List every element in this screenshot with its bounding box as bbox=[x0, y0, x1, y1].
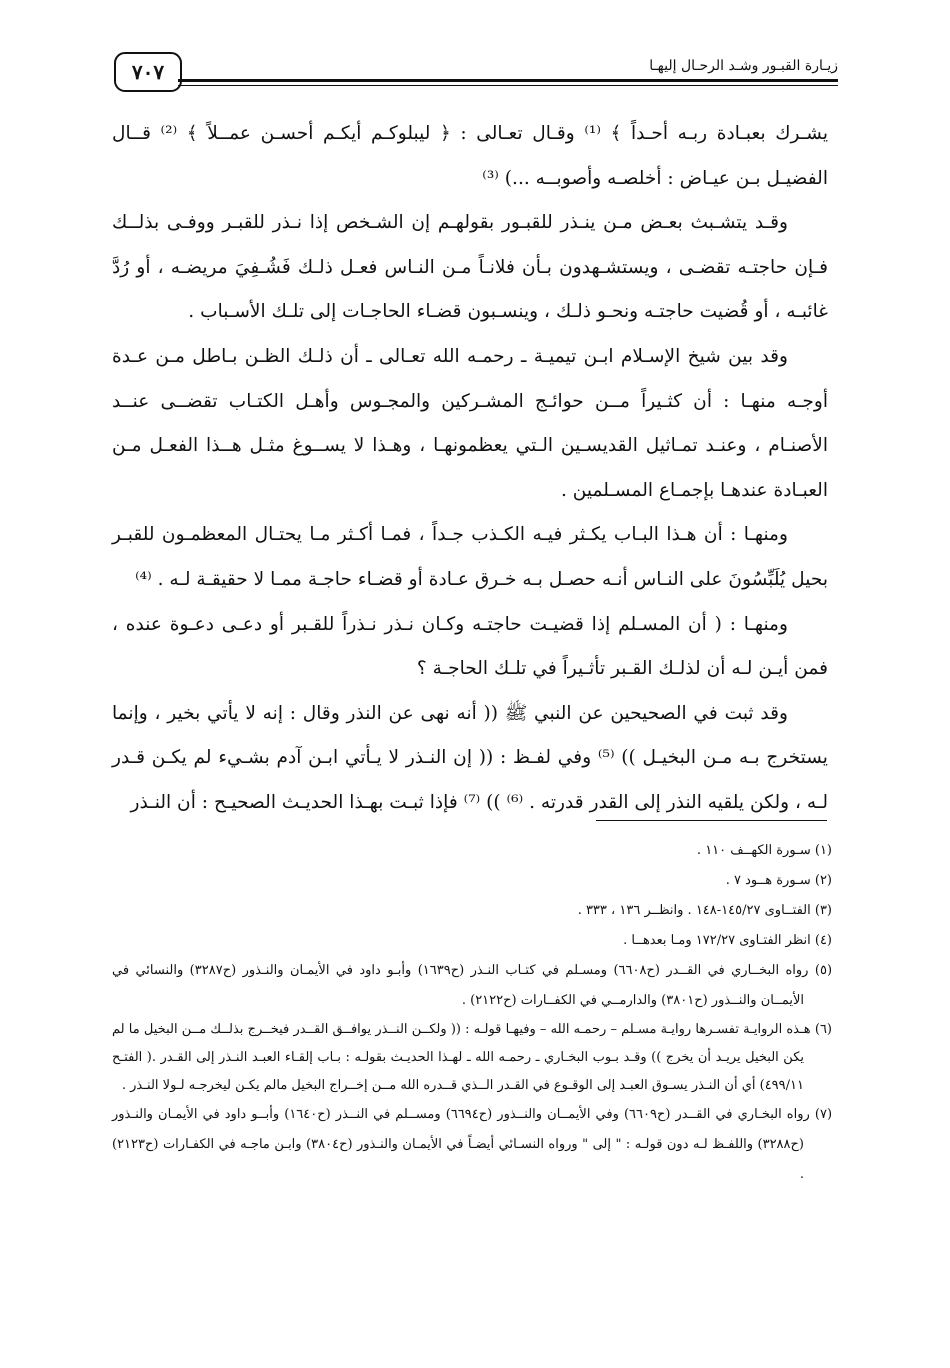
running-header-title: زيـارة القبـور وشـد الرحـال إليهـا bbox=[649, 58, 838, 74]
header-rule-thin bbox=[178, 85, 838, 86]
footnote: (٣) الفتــاوى ١٤٥/٢٧-١٤٨ . وانظــر ١٣٦ ، ٣٣٣ . bbox=[577, 903, 832, 918]
paragraph-continuation: يشـرك بعبـادة ربـه أحـداً ﴾ ⁽¹⁾ وقـال تعـالى : ﴿ ليبلوكـم أيكـم أحسـن عمــلاً ﴾ ⁽²⁾ قــال الفضيـل بـن عيـاض : أخلصـه وأصوبــه ...) ⁽³⁾ bbox=[112, 123, 828, 189]
footnote: (٤) انظر الفتـاوى ١٧٢/٢٧ ومـا بعدهــا . bbox=[623, 933, 832, 948]
page-number: ٧٠٧ bbox=[114, 52, 182, 92]
footnote-separator bbox=[596, 820, 827, 821]
main-text bbox=[112, 112, 828, 826]
header-rule bbox=[178, 79, 838, 82]
footnotes bbox=[112, 836, 832, 1190]
paragraph: وقد بين شيخ الإسـلام ابـن تيميـة ـ رحمـه الله تعـالى ـ أن ذلـك الظـن بـاطل مـن عـدة أوجـه منهـا : أن كثـيراً مــن حوائـج المشـركين والمجـوس وأهـل الكتـاب تقضــى عنــد الأصنـام ، وعنـد تمـاثيل القديسـين الـتي يعظمونهـا ، وهـذا لا يســوغ مثـل هــذا الفعـل مـن العبـادة عندهـا بإجمـاع المسـلمين . bbox=[112, 345, 828, 501]
paragraph: ومنهـا : أن هـذا البـاب يكـثر فيـه الكـذب جـداً ، فمـا أكـثر مـا يحتـال المعظمـون للقبـر بحيل يُلَبِّسُونَ على النـاس أنـه حصـل بـه خـرق عـادة أو قضـاء حاجـة ممـا لا حقيقـة لـه . ⁽⁴⁾ bbox=[112, 524, 828, 590]
footnote: (٧) رواه البخـاري في القــدر (ح٦٦٠٩) وفي الأيمــان والنــذور (ح٦٦٩٤) ومســلم في النــذر (ح١٦٤٠) وأبــو داود في الأيمـان والنـذور (ح٣٢٨٨) واللفـظ لـه دون قولـه : " إلى " ورواه النسـائي أيضـاً في الأيمـان والنـذور (ح٣٨٠٤) وابـن ماجـه في الكفـارات (ح٢١٢٣) . bbox=[112, 1107, 833, 1182]
footnote: (٢) سـورة هــود ٧ . bbox=[725, 873, 832, 888]
footnote: (٥) رواه البخــاري في القــدر (ح٦٦٠٨) ومسـلم في كتـاب النـذر (ح١٦٣٩) وأبـو داود في الأيمـان والنـذور (ح٣٢٨٧) والنسائي في الأيمــان والنــذور (ح٣٨٠١) والدارمــي في الكفــارات (ح٢١٢٢) . bbox=[112, 963, 833, 1008]
paragraph: ومنهـا : ( أن المسـلم إذا قضيـت حاجتـه وكـان نـذر نـذراً للقـبر أو دعـى دعـوة عنده ، فمن أيـن لـه أن لذلـك القـبر تأثـيراً في تلـك الحاجـة ؟ bbox=[112, 613, 828, 680]
footnote: (٦) هـذه الروايـة تفسـرها روايـة مسـلم – رحمـه الله – وفيهـا قولـه : (( ولكــن النــذر يوافــق القــدر فيخــرج بذلــك مــن البخيل ما لم يكن البخيل يريـد أن يخرج )) وقـد بـوب البخـاري ـ رحمـه الله ـ لهـذا الحديـث بقولـه : بـاب إلقـاء العبـد النـذر إلى القـدر .( الفتـح ٤٩٩/١١) أي أن النـذر يسـوق العبـد إلى الوقـوع في القـدر الــذي قــدره الله مــن إخــراج البخيل مالم يكـن ليخرجـه لـولا النـذر . bbox=[112, 1022, 832, 1093]
paragraph: وقد ثبت في الصحيحين عن النبي ﷺ (( أنه نهى عن النذر وقال : إنه لا يأتي بخير ، وإنما يستخرج بـه مـن البخيـل )) ⁽⁵⁾ وفي لفـظ : (( إن النـذر لا يـأتي ابـن آدم بشـيء لم يكـن قـدر لـه ، ولكن يلقيه النذر إلى القدر قدرته . ⁽⁶⁾ )) ⁽⁷⁾ فإذا ثبـت بهـذا الحديـث الصحيـح : أن النـذر bbox=[112, 702, 828, 813]
paragraph: وقـد يتشـبث بعـض مـن ينـذر للقبـور بقولهـم إن الشـخص إذا نـذر للقبـر ووفـى بذلــك فـإن حاجتـه تقضـى ، ويستشـهدون بـأن فلانـاً مـن النـاس فعـل ذلـك فَشُـفِيَ مريضـه ، أو رُدَّ غائبـه ، أو قُضيت حاجتـه ونحـو ذلـك ، وينسـبون قضـاء الحاجـات إلى تلـك الأسـباب . bbox=[112, 212, 828, 323]
footnote: (١) سـورة الكهــف ١١٠ . bbox=[696, 843, 832, 858]
